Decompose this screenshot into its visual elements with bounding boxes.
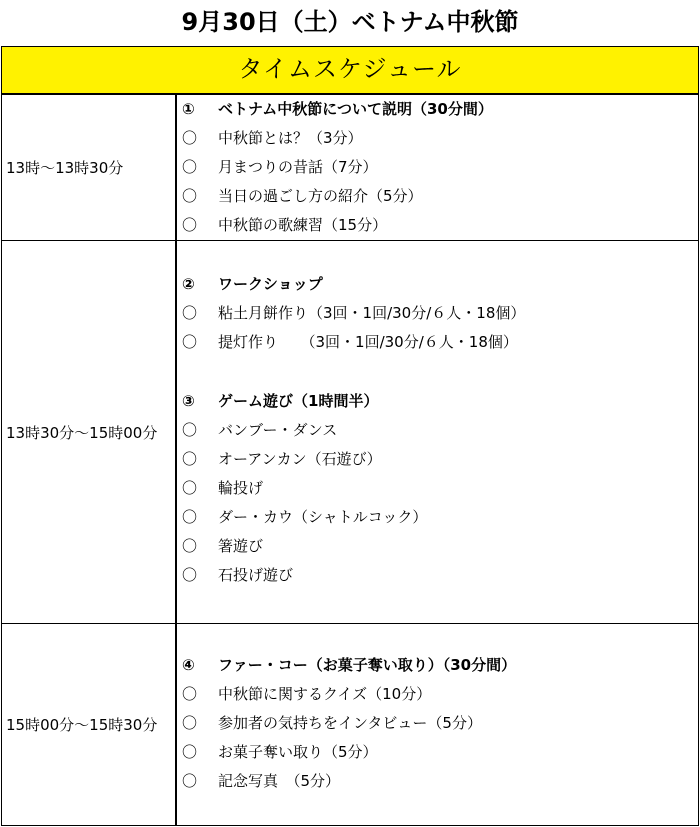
time-slot: 13時30分～15時00分 (2, 241, 177, 623)
list-item (182, 767, 340, 796)
section-heading (182, 387, 378, 416)
section-title: ゲーム遊び（1時間半） (218, 392, 379, 410)
section-number: ② (182, 275, 195, 293)
list-item-text: バンブー・ダンス (218, 421, 338, 439)
circle-bullet-icon: 〇 (182, 158, 198, 176)
list-item (182, 124, 363, 153)
list-item (182, 182, 423, 211)
circle-bullet-icon: 〇 (182, 685, 198, 703)
circle-bullet-icon: 〇 (182, 216, 198, 234)
list-item-text: お菓子奪い取り（5分） (218, 743, 378, 761)
list-item-text: 当日の過ごし方の紹介（5分） (218, 187, 423, 205)
list-item-text: 箸遊び (218, 537, 264, 555)
section-number: ① (182, 100, 195, 118)
list-item-text: 月まつりの昔話（7分） (218, 158, 378, 176)
section-number: ③ (182, 392, 195, 410)
list-item-text: 参加者の気持ちをインタビュー（5分） (218, 714, 482, 732)
list-item (182, 416, 337, 445)
program-cell (177, 624, 698, 825)
circle-bullet-icon: 〇 (182, 450, 198, 468)
schedule-row-2 (2, 241, 698, 624)
list-item-text: 中秋節に関するクイズ（10分） (218, 685, 432, 703)
section-heading (182, 270, 323, 299)
schedule-banner: タイムスケジュール (2, 47, 698, 95)
section-number: ④ (182, 656, 195, 674)
program-cell (177, 95, 698, 240)
list-item (182, 503, 427, 532)
list-item-text: 中秋節とは？（3分） (218, 129, 363, 147)
section-title: ベトナム中秋節について説明（30分間） (218, 100, 493, 118)
list-item (182, 680, 431, 709)
list-item (182, 738, 378, 767)
list-item-text: オーアンカン（石遊び） (218, 450, 382, 468)
list-item (182, 709, 482, 738)
list-item-text: 提灯作り （3回・1回/30分/６人・18個） (218, 333, 518, 351)
list-item (182, 153, 378, 182)
list-item-text: ダー・カウ（シャトルコック） (218, 508, 428, 526)
list-item (182, 561, 293, 590)
circle-bullet-icon: 〇 (182, 772, 198, 790)
section-heading (182, 95, 493, 124)
circle-bullet-icon: 〇 (182, 714, 198, 732)
list-item-text: 輪投げ (218, 479, 264, 497)
section-title: ワークショップ (218, 275, 323, 293)
schedule-row-1 (2, 95, 698, 241)
schedule-row-3 (2, 624, 698, 825)
circle-bullet-icon: 〇 (182, 333, 198, 351)
page-title: 9月30日（土）ベトナム中秋節 (181, 8, 519, 36)
list-item (182, 328, 518, 357)
circle-bullet-icon: 〇 (182, 421, 198, 439)
circle-bullet-icon: 〇 (182, 479, 198, 497)
circle-bullet-icon: 〇 (182, 566, 198, 584)
list-item (182, 211, 387, 240)
circle-bullet-icon: 〇 (182, 537, 198, 555)
list-item (182, 474, 263, 503)
list-item-text: 記念写真 （5分） (218, 772, 341, 790)
section-title: ファー・コー（お菓子奪い取り）（30分間） (218, 656, 517, 674)
list-item (182, 445, 382, 474)
circle-bullet-icon: 〇 (182, 743, 198, 761)
list-item-text: 石投げ遊び (218, 566, 294, 584)
program-cell (177, 241, 698, 623)
section-heading (182, 651, 516, 680)
list-item-text: 粘土月餅作り（3回・1回/30分/６人・18個） (218, 304, 526, 322)
schedule-table (1, 46, 699, 826)
list-item (182, 532, 263, 561)
list-item-text: 中秋節の歌練習（15分） (218, 216, 388, 234)
circle-bullet-icon: 〇 (182, 508, 198, 526)
circle-bullet-icon: 〇 (182, 304, 198, 322)
list-item (182, 299, 525, 328)
circle-bullet-icon: 〇 (182, 187, 198, 205)
time-slot: 13時～13時30分 (2, 95, 177, 240)
time-slot: 15時00分～15時30分 (2, 624, 177, 825)
circle-bullet-icon: 〇 (182, 129, 198, 147)
